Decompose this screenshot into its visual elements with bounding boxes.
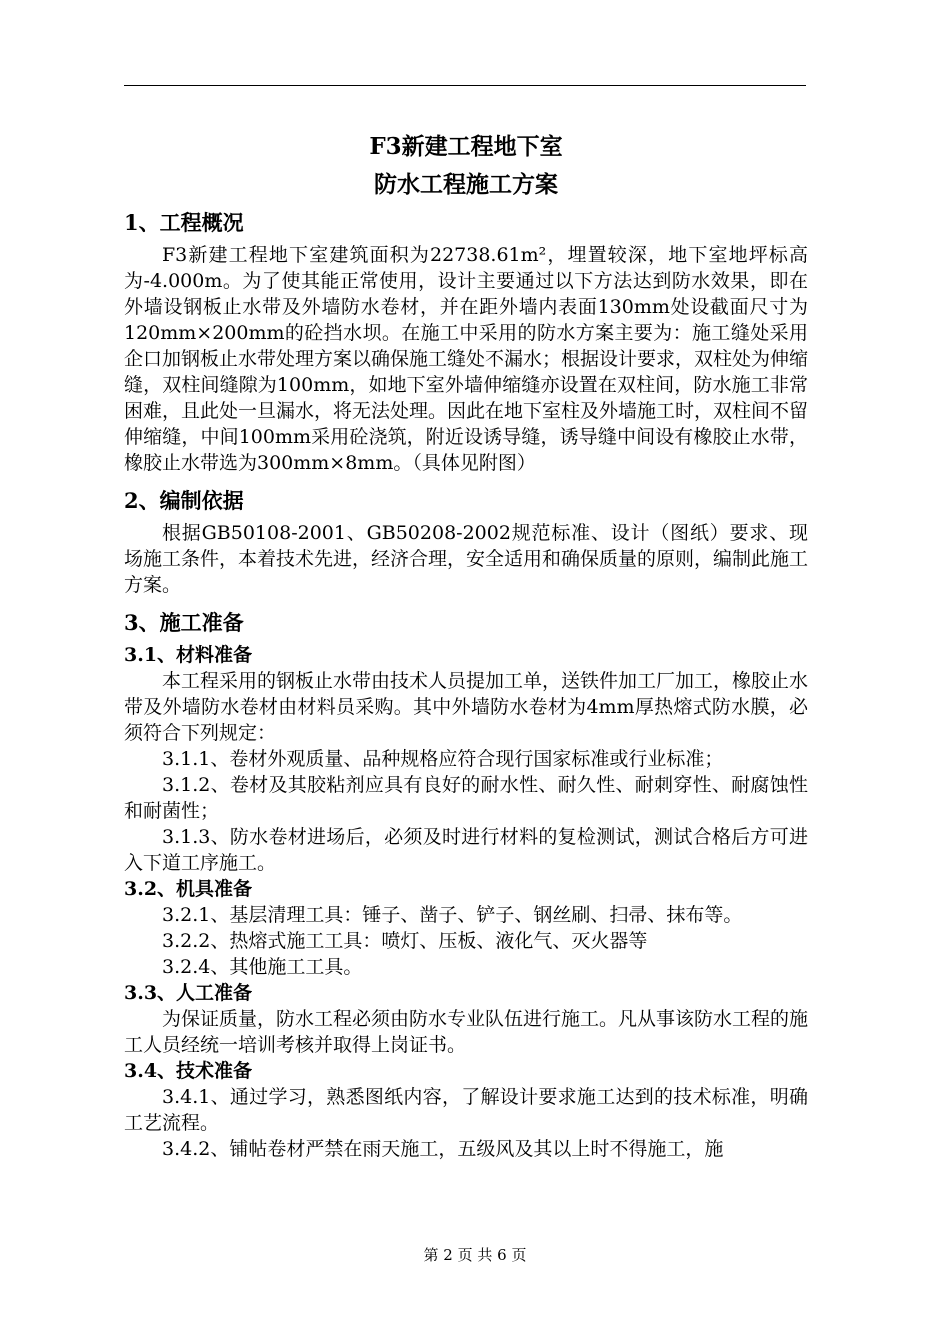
header-rule	[124, 85, 806, 86]
paragraph-3-2-4: 3.2.4、其他施工工具。	[162, 956, 363, 978]
document-title-line-2: 防水工程施工方案	[374, 171, 558, 198]
subsection-heading-3-2: 3.2、机具准备	[124, 878, 253, 900]
paragraph-3-1-1: 3.1.1、卷材外观质量、品种规格应符合现行国家标准或行业标准；	[162, 748, 724, 770]
paragraph-materials: 本工程采用的钢板止水带由技术人员提加工单，送铁件加工厂加工，橡胶止水带及外墙防水卷材由材料员采购。其中外墙防水卷材为4mm厚热熔式防水膜，必须符合下列规定：	[124, 670, 809, 744]
section-heading-1: 1、工程概况	[124, 210, 244, 235]
document-title-line-1: F3新建工程地下室	[369, 133, 563, 160]
paragraph-basis: 根据GB50108-2001、GB50208-2002规范标准、设计（图纸）要求、现场施工条件，本着技术先进，经济合理，安全适用和确保质量的原则，编制此施工方案。	[124, 522, 809, 596]
paragraph-overview: F3新建工程地下室建筑面积为22738.61m²，埋置较深，地下室地坪标高为-4.000m。为了使其能正常使用，设计主要通过以下方法达到防水效果，即在外墙设钢板止水带及外墙防水卷材，并在距外墙内表面130mm处设截面尺寸为120mm×200mm的砼挡水坝。在施工中采用的防水方案主要为：施工缝处采用企口加钢板止水带处理方案以确保施工缝处不漏水；根据设计要求，双柱处为伸缩缝，双柱间缝隙为100mm，如地下室外墙伸缩缝亦设置在双柱间，防水施工非常困难，且此处一旦漏水，将无法处理。因此在地下室柱及外墙施工时，双柱间不留伸缩缝，中间100mm采用砼浇筑，附近设诱导缝，诱导缝中间设有橡胶止水带，橡胶止水带选为300mm×8mm。（具体见附图）	[124, 244, 809, 474]
paragraph-3-4-1: 3.4.1、通过学习，熟悉图纸内容，了解设计要求施工达到的技术标准，明确工艺流程。	[124, 1086, 808, 1134]
subsection-heading-3-4: 3.4、技术准备	[124, 1060, 253, 1082]
subsection-heading-3-3: 3.3、人工准备	[124, 982, 253, 1004]
paragraph-3-1-3: 3.1.3、防水卷材进场后，必须及时进行材料的复检测试，测试合格后方可进入下道工序施工。	[124, 826, 808, 874]
paragraph-labor: 为保证质量，防水工程必须由防水专业队伍进行施工。凡从事该防水工程的施工人员经统一培训考核并取得上岗证书。	[124, 1008, 809, 1056]
paragraph-3-2-1: 3.2.1、基层清理工具：锤子、凿子、铲子、钢丝刷、扫帚、抹布等。	[162, 904, 743, 926]
section-heading-2: 2、编制依据	[124, 488, 244, 513]
page-footer: 第 2 页 共 6 页	[423, 1246, 527, 1264]
subsection-heading-3-1: 3.1、材料准备	[124, 644, 253, 666]
paragraph-3-4-2: 3.4.2、铺帖卷材严禁在雨天施工，五级风及其以上时不得施工，施	[162, 1138, 724, 1160]
paragraph-3-1-2: 3.1.2、卷材及其胶粘剂应具有良好的耐水性、耐久性、耐刺穿性、耐腐蚀性和耐菌性；	[124, 774, 808, 822]
paragraph-3-2-2: 3.2.2、热熔式施工工具：喷灯、压板、液化气、灭火器等	[162, 930, 648, 952]
document-body	[124, 128, 808, 1162]
section-heading-3: 3、施工准备	[124, 610, 244, 635]
